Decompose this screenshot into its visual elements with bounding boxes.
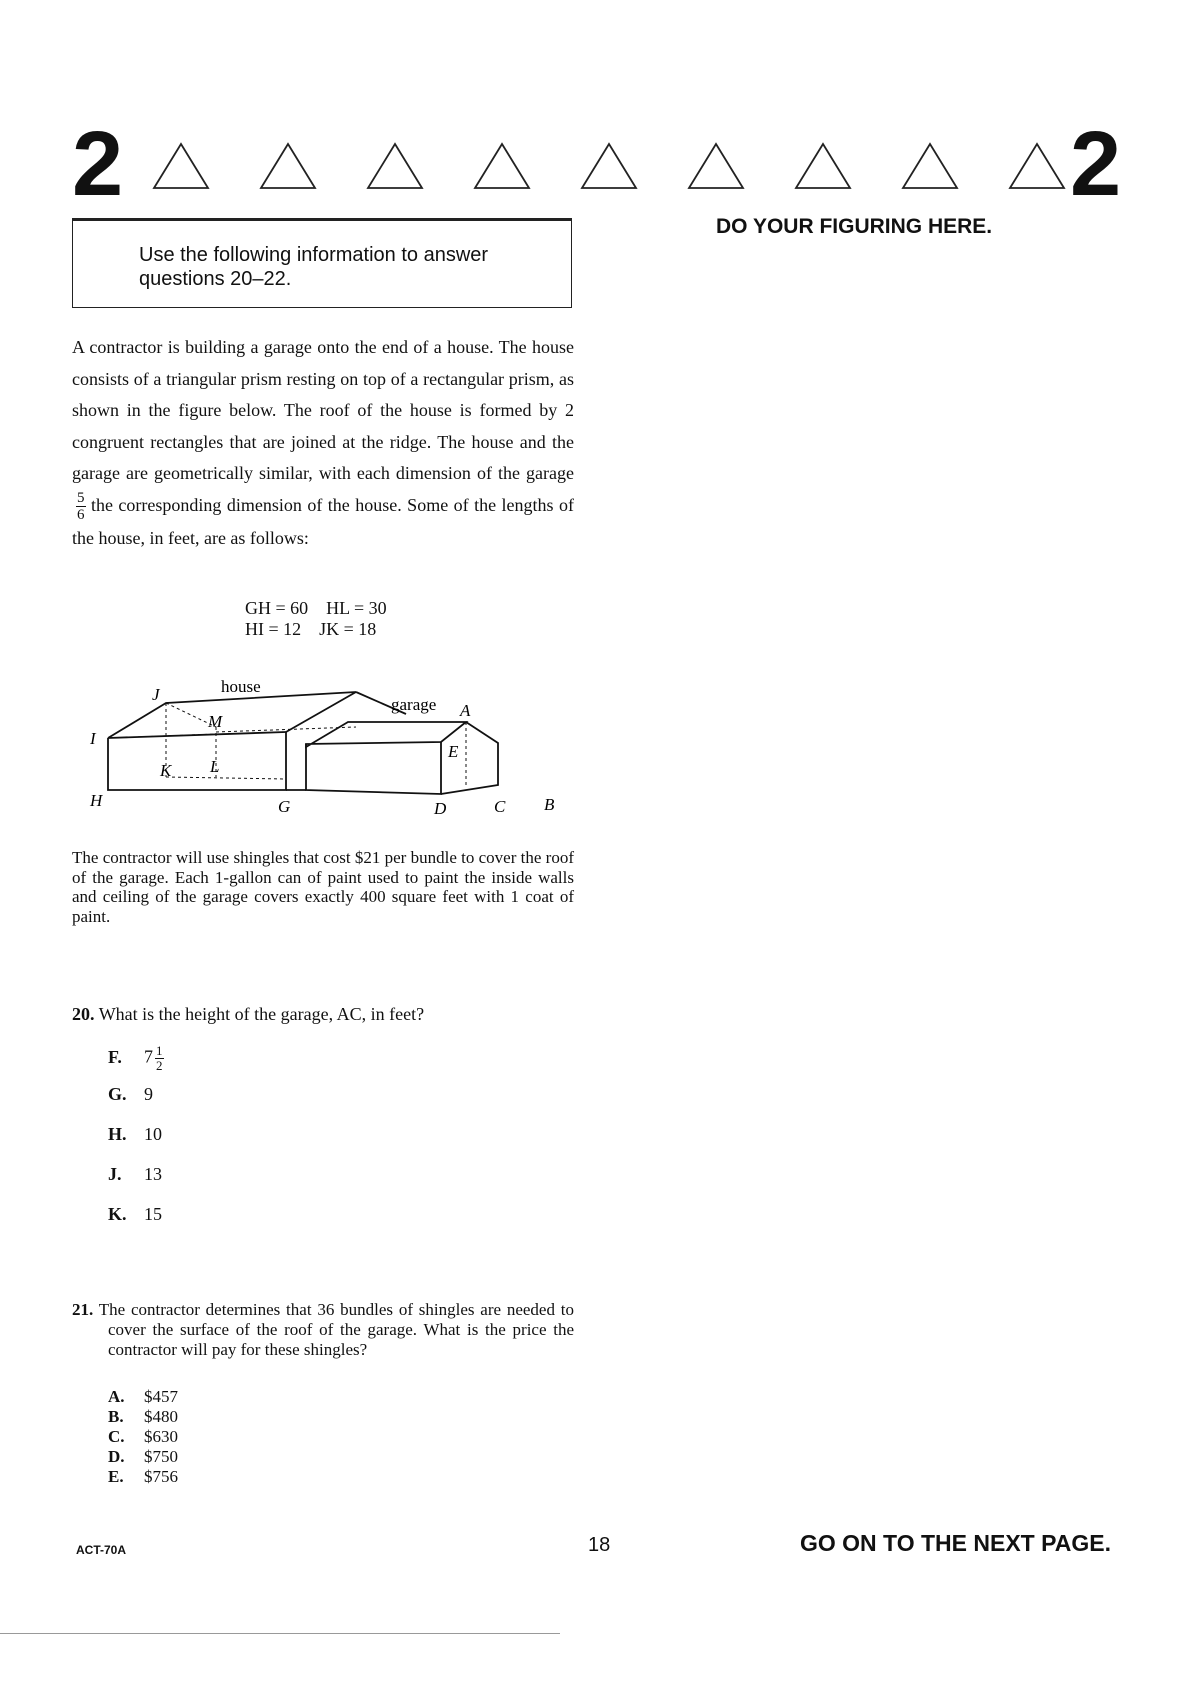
answer-option[interactable] — [108, 1387, 178, 1407]
option-letter: K. — [108, 1204, 127, 1224]
answer-option[interactable] — [108, 1164, 162, 1185]
answer-option[interactable] — [108, 1204, 162, 1225]
option-letter: F. — [108, 1046, 122, 1067]
answer-option[interactable] — [108, 1084, 153, 1105]
fraction-numerator: 5 — [77, 490, 85, 507]
option-value: $457 — [144, 1387, 178, 1406]
question-text: What is the height of the garage, AC, in feet? — [98, 1004, 425, 1024]
point-g-label: G — [278, 797, 291, 816]
section-number-right: 2 — [1070, 113, 1122, 215]
lengths-row-1: GH = 60 HL = 30 — [245, 598, 387, 618]
option-letter: H. — [108, 1124, 127, 1144]
option-value: $630 — [144, 1427, 178, 1446]
point-m-label: M — [208, 712, 223, 731]
option-value: 9 — [144, 1084, 153, 1104]
option-value: 13 — [144, 1164, 162, 1184]
option-value: 15 — [144, 1204, 162, 1224]
passage-intro — [72, 332, 574, 555]
answer-option[interactable] — [108, 1427, 178, 1447]
cost-info: The contractor will use shingles that cost $21 per bundle to cover the roof of the garage. Each 1-gallon can of paint used to paint the inside walls and ceiling of the garage covers exactly 400 square feet with 1 coat of paint. — [72, 848, 574, 926]
question-text: The contractor determines that 36 bundles of shingles are needed to cover the surface of the roof of the garage. What is the price the contractor will pay for these shingles? — [98, 1300, 574, 1359]
info-box — [72, 218, 572, 308]
point-e-label: E — [448, 742, 459, 761]
option-value: $750 — [144, 1447, 178, 1466]
passage-intro-end: the corresponding dimension of the house. Some of the lengths of the house, in feet, are as follows: — [72, 494, 574, 549]
figuring-note: DO YOUR FIGURING HERE. — [716, 215, 993, 238]
point-h-label: H — [90, 791, 103, 810]
point-k-label: K — [160, 761, 172, 780]
triangle-outline-icon — [150, 140, 212, 192]
fraction-five-sixths — [76, 490, 86, 523]
triangle-outline-icon — [364, 140, 426, 192]
triangle-row — [150, 140, 1068, 200]
info-box-text: Use the following information to answer questions 20–22. — [139, 244, 489, 290]
garage-label: garage — [391, 695, 437, 714]
option-letter: B. — [108, 1407, 124, 1426]
question-number: 20. — [72, 1004, 95, 1024]
answer-option[interactable] — [108, 1044, 164, 1073]
next-page-note: GO ON TO THE NEXT PAGE. — [800, 1530, 1111, 1556]
option-value: 10 — [144, 1124, 162, 1144]
section-number-left: 2 — [72, 113, 124, 215]
option-letter: J. — [108, 1164, 122, 1184]
lengths-row-2: HI = 12 JK = 18 — [245, 619, 377, 639]
fraction-denominator: 6 — [77, 507, 85, 524]
question-21 — [72, 1300, 574, 1360]
option-letter: D. — [108, 1447, 125, 1466]
option-letter: G. — [108, 1084, 127, 1104]
triangle-outline-icon — [257, 140, 319, 192]
triangle-outline-icon — [899, 140, 961, 192]
option-value: $480 — [144, 1407, 178, 1426]
answer-option[interactable] — [108, 1407, 178, 1427]
triangle-outline-icon — [685, 140, 747, 192]
point-l-label: L — [210, 757, 220, 776]
point-i-label: I — [90, 729, 96, 748]
point-j-label: J — [152, 685, 160, 704]
option-letter: A. — [108, 1387, 125, 1406]
point-d-label: D — [434, 799, 447, 818]
option-fraction-den: 2 — [156, 1058, 163, 1073]
point-b-label: B — [544, 795, 555, 814]
answer-option[interactable] — [108, 1467, 178, 1487]
house-garage-figure — [86, 672, 566, 832]
form-code: ACT-70A — [76, 1543, 127, 1557]
point-a-label: A — [460, 701, 471, 720]
option-fraction — [155, 1044, 164, 1073]
page-number: 18 — [588, 1534, 611, 1556]
triangle-outline-icon — [471, 140, 533, 192]
option-fraction-num: 1 — [156, 1043, 163, 1058]
option-value: 7 — [144, 1046, 153, 1067]
house-lengths — [245, 598, 387, 640]
passage-intro-text: A contractor is building a garage onto the end of a house. The house consists of a triangular prism resting on top of a rectangular prism, as shown in the figure below. The roof of the house is formed by 2 congruent rectangles that are joined at the ridge. The house and the garage are geometrically similar, with each dimension of the garage — [72, 337, 574, 484]
option-value: $756 — [144, 1467, 178, 1486]
question-number: 21. — [72, 1300, 94, 1319]
triangle-outline-icon — [1006, 140, 1068, 192]
question-20 — [72, 1004, 572, 1025]
triangle-outline-icon — [792, 140, 854, 192]
point-c-label: C — [494, 797, 506, 816]
answer-option[interactable] — [108, 1447, 178, 1467]
answer-option[interactable] — [108, 1124, 162, 1145]
triangle-outline-icon — [578, 140, 640, 192]
house-label: house — [221, 677, 261, 696]
option-letter: C. — [108, 1427, 125, 1446]
option-letter: E. — [108, 1467, 124, 1486]
bottom-rule — [0, 1633, 560, 1634]
